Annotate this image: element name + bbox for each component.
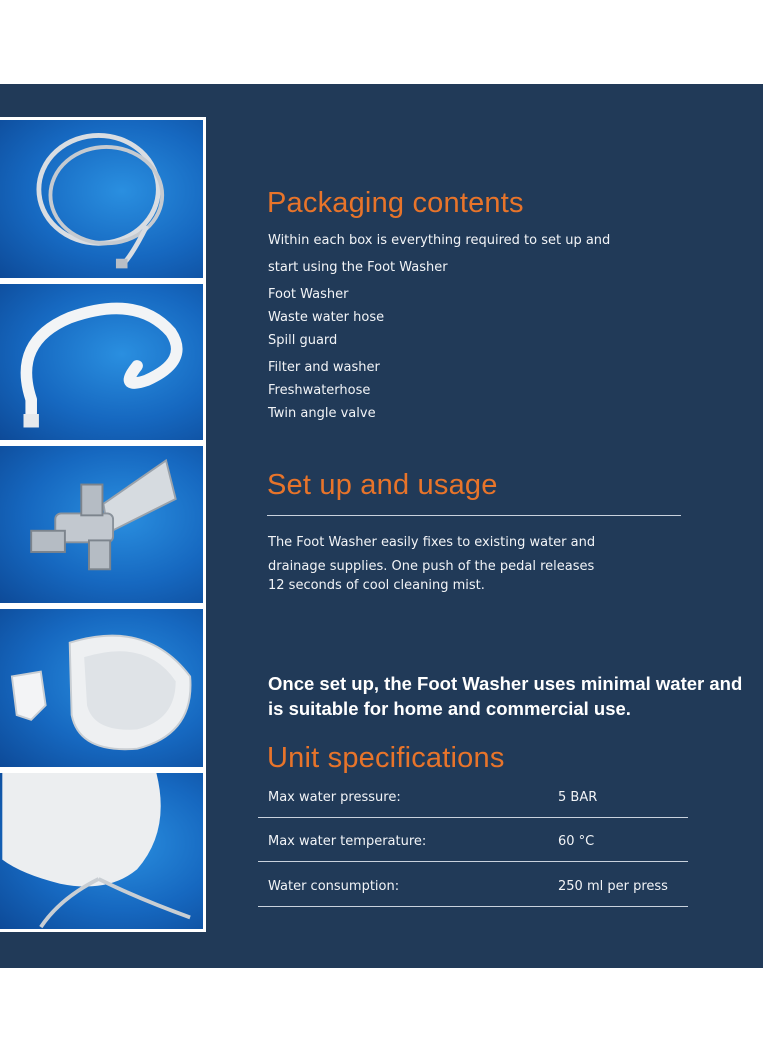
waste-water-hose-image (0, 281, 206, 443)
packaging-item: Spill guard (268, 333, 338, 348)
packaging-item: Freshwaterhose (268, 383, 371, 398)
setup-text-line-1: The Foot Washer easily fixes to existing water and (268, 535, 596, 550)
setup-usage-heading: Set up and usage (267, 469, 498, 501)
foot-washer-illustration (0, 773, 203, 929)
spec-value-temperature: 60 °C (558, 834, 595, 849)
spec-label-pressure: Max water pressure: (268, 790, 401, 805)
packaging-item: Foot Washer (268, 287, 349, 302)
packaging-item: Waste water hose (268, 310, 385, 325)
foot-washer-unit-image (0, 770, 206, 932)
packaging-intro-line-1: Within each box is everything required to set up and (268, 233, 611, 248)
section-divider (267, 515, 681, 516)
unit-specifications-heading: Unit specifications (267, 742, 505, 774)
spec-row-divider (258, 861, 688, 862)
spec-row-divider (258, 906, 688, 907)
spec-row-divider (258, 817, 688, 818)
shower-hose-image (0, 117, 206, 281)
minimal-water-statement: Once set up, the Foot Washer uses minimal water and is suitable for home and commercial use. (268, 673, 743, 719)
setup-text-line-3: 12 seconds of cool cleaning mist. (268, 578, 485, 593)
setup-text-line-2: drainage supplies. One push of the pedal releases (268, 559, 595, 574)
packaging-item: Twin angle valve (268, 406, 376, 421)
valve-illustration (0, 446, 203, 603)
spill-guard-image (0, 606, 206, 770)
packaging-item: Filter and washer (268, 360, 380, 375)
spec-label-consumption: Water consumption: (268, 879, 400, 894)
packaging-contents-heading: Packaging contents (267, 187, 524, 219)
spill-guard-illustration (0, 609, 203, 767)
spec-value-consumption: 250 ml per press (558, 879, 668, 894)
white-hose-illustration (0, 284, 203, 440)
twin-angle-valve-image (0, 443, 206, 606)
spec-label-temperature: Max water temperature: (268, 834, 427, 849)
spec-value-pressure: 5 BAR (558, 790, 598, 805)
hose-coil-illustration (0, 120, 203, 278)
packaging-intro-line-2: start using the Foot Washer (268, 260, 448, 275)
